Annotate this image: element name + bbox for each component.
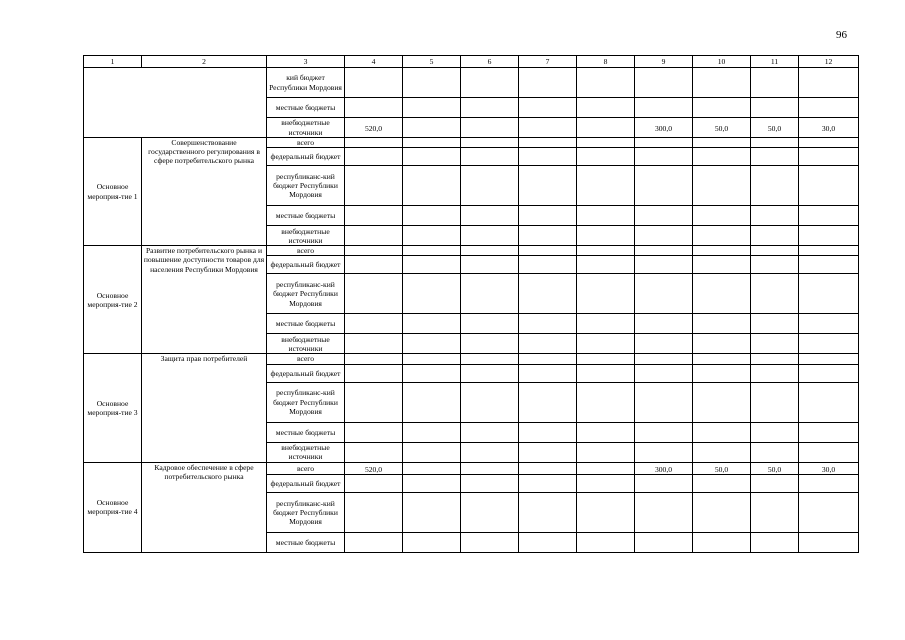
value-cell bbox=[799, 382, 859, 422]
value-cell bbox=[799, 166, 859, 206]
column-number-row bbox=[84, 56, 859, 68]
value-cell bbox=[799, 442, 859, 462]
funding-source: всего bbox=[267, 138, 345, 148]
column-number: 10 bbox=[693, 56, 751, 68]
value-cell bbox=[519, 474, 577, 492]
value-cell bbox=[799, 68, 859, 98]
value-cell bbox=[577, 314, 635, 334]
value-cell bbox=[461, 492, 519, 532]
value-cell bbox=[751, 68, 799, 98]
value-cell bbox=[345, 206, 403, 226]
value-cell bbox=[345, 442, 403, 462]
value-cell bbox=[635, 246, 693, 256]
column-number: 5 bbox=[403, 56, 461, 68]
funding-source: республиканс-кий бюджет Республики Мордовия bbox=[267, 492, 345, 532]
value-cell: 300,0 bbox=[635, 118, 693, 138]
value-cell bbox=[577, 68, 635, 98]
value-cell bbox=[345, 256, 403, 274]
table-row bbox=[84, 138, 859, 148]
value-cell bbox=[403, 422, 461, 442]
value-cell bbox=[577, 206, 635, 226]
value-cell bbox=[799, 226, 859, 246]
value-cell bbox=[403, 274, 461, 314]
value-cell bbox=[751, 138, 799, 148]
value-cell: 50,0 bbox=[693, 462, 751, 474]
value-cell bbox=[403, 462, 461, 474]
value-cell bbox=[635, 68, 693, 98]
measure-name: Кадровое обеспечение в сфере потребительского рынка bbox=[142, 462, 267, 552]
value-cell bbox=[635, 206, 693, 226]
value-cell bbox=[519, 138, 577, 148]
value-cell bbox=[799, 364, 859, 382]
value-cell bbox=[693, 364, 751, 382]
value-cell bbox=[751, 334, 799, 354]
value-cell: 30,0 bbox=[799, 118, 859, 138]
value-cell bbox=[519, 442, 577, 462]
value-cell bbox=[693, 492, 751, 532]
value-cell bbox=[799, 206, 859, 226]
value-cell bbox=[635, 364, 693, 382]
value-cell bbox=[693, 442, 751, 462]
value-cell bbox=[519, 532, 577, 552]
value-cell bbox=[403, 68, 461, 98]
value-cell bbox=[461, 274, 519, 314]
value-cell bbox=[461, 364, 519, 382]
value-cell bbox=[751, 274, 799, 314]
value-cell bbox=[751, 256, 799, 274]
value-cell bbox=[799, 354, 859, 364]
funding-source: внебюджетные источники bbox=[267, 226, 345, 246]
value-cell bbox=[461, 68, 519, 98]
value-cell bbox=[799, 422, 859, 442]
value-cell bbox=[577, 226, 635, 246]
value-cell bbox=[519, 256, 577, 274]
value-cell bbox=[693, 138, 751, 148]
value-cell: 520,0 bbox=[345, 462, 403, 474]
funding-source: всего bbox=[267, 246, 345, 256]
value-cell bbox=[345, 422, 403, 442]
value-cell bbox=[577, 334, 635, 354]
value-cell bbox=[461, 148, 519, 166]
value-cell bbox=[635, 314, 693, 334]
value-cell bbox=[751, 364, 799, 382]
funding-source: республиканс-кий бюджет Республики Мордовия bbox=[267, 274, 345, 314]
value-cell bbox=[635, 98, 693, 118]
value-cell bbox=[799, 532, 859, 552]
value-cell bbox=[461, 442, 519, 462]
value-cell bbox=[751, 382, 799, 422]
value-cell bbox=[751, 314, 799, 334]
table-row bbox=[84, 246, 859, 256]
value-cell bbox=[519, 98, 577, 118]
value-cell bbox=[635, 148, 693, 166]
table-row bbox=[84, 68, 859, 98]
value-cell bbox=[461, 334, 519, 354]
funding-source: внебюджетные источники bbox=[267, 118, 345, 138]
value-cell bbox=[799, 334, 859, 354]
measure-name: Защита прав потребителей bbox=[142, 354, 267, 462]
value-cell bbox=[519, 246, 577, 256]
value-cell bbox=[403, 138, 461, 148]
funding-source: всего bbox=[267, 354, 345, 364]
funding-source: внебюджетные источники bbox=[267, 334, 345, 354]
value-cell bbox=[345, 138, 403, 148]
value-cell bbox=[519, 118, 577, 138]
value-cell bbox=[751, 226, 799, 246]
funding-source: всего bbox=[267, 462, 345, 474]
value-cell bbox=[577, 462, 635, 474]
value-cell bbox=[751, 98, 799, 118]
value-cell bbox=[345, 274, 403, 314]
measure-name: Развитие потребительского рынка и повышение доступности товаров для населения Республики Мордовия bbox=[142, 246, 267, 354]
value-cell bbox=[693, 256, 751, 274]
value-cell: 50,0 bbox=[751, 118, 799, 138]
value-cell bbox=[635, 256, 693, 274]
value-cell: 50,0 bbox=[751, 462, 799, 474]
value-cell bbox=[403, 166, 461, 206]
value-cell bbox=[403, 532, 461, 552]
funding-source: федеральный бюджет bbox=[267, 148, 345, 166]
value-cell bbox=[693, 206, 751, 226]
value-cell bbox=[635, 474, 693, 492]
value-cell bbox=[577, 422, 635, 442]
value-cell bbox=[519, 148, 577, 166]
value-cell bbox=[693, 166, 751, 206]
table-row bbox=[84, 462, 859, 474]
value-cell bbox=[635, 226, 693, 246]
value-cell bbox=[751, 148, 799, 166]
value-cell bbox=[345, 354, 403, 364]
value-cell bbox=[693, 422, 751, 442]
value-cell bbox=[461, 98, 519, 118]
value-cell bbox=[751, 532, 799, 552]
value-cell bbox=[751, 206, 799, 226]
column-number: 2 bbox=[142, 56, 267, 68]
value-cell bbox=[799, 474, 859, 492]
value-cell bbox=[799, 492, 859, 532]
value-cell bbox=[577, 474, 635, 492]
funding-source: местные бюджеты bbox=[267, 532, 345, 552]
value-cell bbox=[577, 166, 635, 206]
value-cell bbox=[693, 68, 751, 98]
column-number: 7 bbox=[519, 56, 577, 68]
value-cell bbox=[635, 354, 693, 364]
value-cell bbox=[345, 334, 403, 354]
value-cell bbox=[751, 492, 799, 532]
value-cell bbox=[751, 442, 799, 462]
value-cell bbox=[461, 314, 519, 334]
column-number: 3 bbox=[267, 56, 345, 68]
value-cell bbox=[403, 206, 461, 226]
value-cell bbox=[403, 474, 461, 492]
column-number: 11 bbox=[751, 56, 799, 68]
value-cell bbox=[519, 226, 577, 246]
value-cell bbox=[635, 442, 693, 462]
value-cell: 520,0 bbox=[345, 118, 403, 138]
value-cell bbox=[635, 166, 693, 206]
value-cell bbox=[345, 492, 403, 532]
funding-source: местные бюджеты bbox=[267, 314, 345, 334]
value-cell bbox=[519, 314, 577, 334]
value-cell bbox=[751, 166, 799, 206]
value-cell bbox=[693, 354, 751, 364]
funding-source: местные бюджеты bbox=[267, 98, 345, 118]
funding-source: республиканс-кий бюджет Республики Мордовия bbox=[267, 382, 345, 422]
value-cell bbox=[577, 382, 635, 422]
value-cell bbox=[577, 256, 635, 274]
funding-source: федеральный бюджет bbox=[267, 474, 345, 492]
value-cell bbox=[751, 422, 799, 442]
column-number: 12 bbox=[799, 56, 859, 68]
value-cell: 30,0 bbox=[799, 462, 859, 474]
value-cell bbox=[519, 206, 577, 226]
page-number: 96 bbox=[836, 29, 847, 41]
value-cell bbox=[461, 474, 519, 492]
value-cell bbox=[403, 98, 461, 118]
value-cell bbox=[577, 442, 635, 462]
value-cell bbox=[577, 118, 635, 138]
value-cell bbox=[345, 532, 403, 552]
value-cell bbox=[635, 382, 693, 422]
value-cell bbox=[635, 138, 693, 148]
measure-code: Основное мероприя-тие 4 bbox=[84, 462, 142, 552]
table-body bbox=[84, 56, 859, 553]
value-cell bbox=[461, 532, 519, 552]
value-cell bbox=[751, 474, 799, 492]
value-cell bbox=[519, 492, 577, 532]
value-cell bbox=[345, 98, 403, 118]
measure-name: Совершенствование государственного регулирования в сфере потребительского рынка bbox=[142, 138, 267, 246]
value-cell bbox=[635, 492, 693, 532]
funding-source: республиканс-кий бюджет Республики Мордовия bbox=[267, 166, 345, 206]
value-cell bbox=[461, 422, 519, 442]
value-cell bbox=[403, 314, 461, 334]
value-cell bbox=[403, 246, 461, 256]
funding-source: федеральный бюджет bbox=[267, 256, 345, 274]
value-cell bbox=[519, 354, 577, 364]
continued-item-cell bbox=[84, 68, 267, 138]
funding-source: федеральный бюджет bbox=[267, 364, 345, 382]
value-cell bbox=[799, 256, 859, 274]
value-cell bbox=[345, 382, 403, 422]
value-cell bbox=[799, 314, 859, 334]
value-cell bbox=[403, 334, 461, 354]
value-cell bbox=[693, 246, 751, 256]
value-cell bbox=[693, 274, 751, 314]
value-cell bbox=[345, 226, 403, 246]
value-cell bbox=[403, 118, 461, 138]
value-cell bbox=[577, 532, 635, 552]
funding-source: местные бюджеты bbox=[267, 206, 345, 226]
value-cell bbox=[519, 364, 577, 382]
value-cell bbox=[693, 334, 751, 354]
measure-code: Основное мероприя-тие 2 bbox=[84, 246, 142, 354]
table-row bbox=[84, 354, 859, 364]
value-cell bbox=[519, 166, 577, 206]
value-cell bbox=[345, 314, 403, 334]
value-cell bbox=[345, 68, 403, 98]
value-cell bbox=[461, 246, 519, 256]
value-cell bbox=[403, 442, 461, 462]
value-cell bbox=[403, 364, 461, 382]
value-cell bbox=[577, 98, 635, 118]
value-cell bbox=[577, 274, 635, 314]
funding-source: кий бюджет Республики Мордовия bbox=[267, 68, 345, 98]
value-cell bbox=[519, 462, 577, 474]
value-cell bbox=[461, 226, 519, 246]
value-cell bbox=[693, 98, 751, 118]
value-cell bbox=[519, 382, 577, 422]
value-cell bbox=[751, 246, 799, 256]
value-cell bbox=[461, 382, 519, 422]
value-cell bbox=[345, 474, 403, 492]
value-cell bbox=[693, 474, 751, 492]
value-cell: 50,0 bbox=[693, 118, 751, 138]
value-cell: 300,0 bbox=[635, 462, 693, 474]
value-cell bbox=[403, 256, 461, 274]
funding-source: местные бюджеты bbox=[267, 422, 345, 442]
value-cell bbox=[693, 148, 751, 166]
value-cell bbox=[345, 166, 403, 206]
funding-source: внебюджетные источники bbox=[267, 442, 345, 462]
value-cell bbox=[403, 226, 461, 246]
value-cell bbox=[577, 354, 635, 364]
value-cell bbox=[461, 354, 519, 364]
value-cell bbox=[403, 382, 461, 422]
value-cell bbox=[461, 206, 519, 226]
column-number: 6 bbox=[461, 56, 519, 68]
value-cell bbox=[751, 354, 799, 364]
measure-code: Основное мероприя-тие 3 bbox=[84, 354, 142, 462]
value-cell bbox=[403, 492, 461, 532]
measure-code: Основное мероприя-тие 1 bbox=[84, 138, 142, 246]
value-cell bbox=[461, 256, 519, 274]
value-cell bbox=[577, 492, 635, 532]
value-cell bbox=[693, 382, 751, 422]
column-number: 1 bbox=[84, 56, 142, 68]
value-cell bbox=[577, 246, 635, 256]
value-cell bbox=[403, 354, 461, 364]
value-cell bbox=[693, 314, 751, 334]
value-cell bbox=[577, 148, 635, 166]
value-cell bbox=[635, 334, 693, 354]
column-number: 9 bbox=[635, 56, 693, 68]
value-cell bbox=[519, 274, 577, 314]
value-cell bbox=[799, 148, 859, 166]
value-cell bbox=[635, 532, 693, 552]
value-cell bbox=[345, 364, 403, 382]
value-cell bbox=[519, 422, 577, 442]
value-cell bbox=[635, 422, 693, 442]
column-number: 4 bbox=[345, 56, 403, 68]
value-cell bbox=[403, 148, 461, 166]
value-cell bbox=[635, 274, 693, 314]
budget-table bbox=[83, 55, 859, 553]
value-cell bbox=[461, 118, 519, 138]
value-cell bbox=[461, 462, 519, 474]
value-cell bbox=[577, 364, 635, 382]
value-cell bbox=[799, 246, 859, 256]
value-cell bbox=[799, 274, 859, 314]
value-cell bbox=[693, 226, 751, 246]
value-cell bbox=[519, 334, 577, 354]
value-cell bbox=[345, 148, 403, 166]
value-cell bbox=[461, 138, 519, 148]
value-cell bbox=[799, 98, 859, 118]
value-cell bbox=[345, 246, 403, 256]
value-cell bbox=[577, 138, 635, 148]
value-cell bbox=[519, 68, 577, 98]
value-cell bbox=[461, 166, 519, 206]
column-number: 8 bbox=[577, 56, 635, 68]
value-cell bbox=[693, 532, 751, 552]
value-cell bbox=[799, 138, 859, 148]
